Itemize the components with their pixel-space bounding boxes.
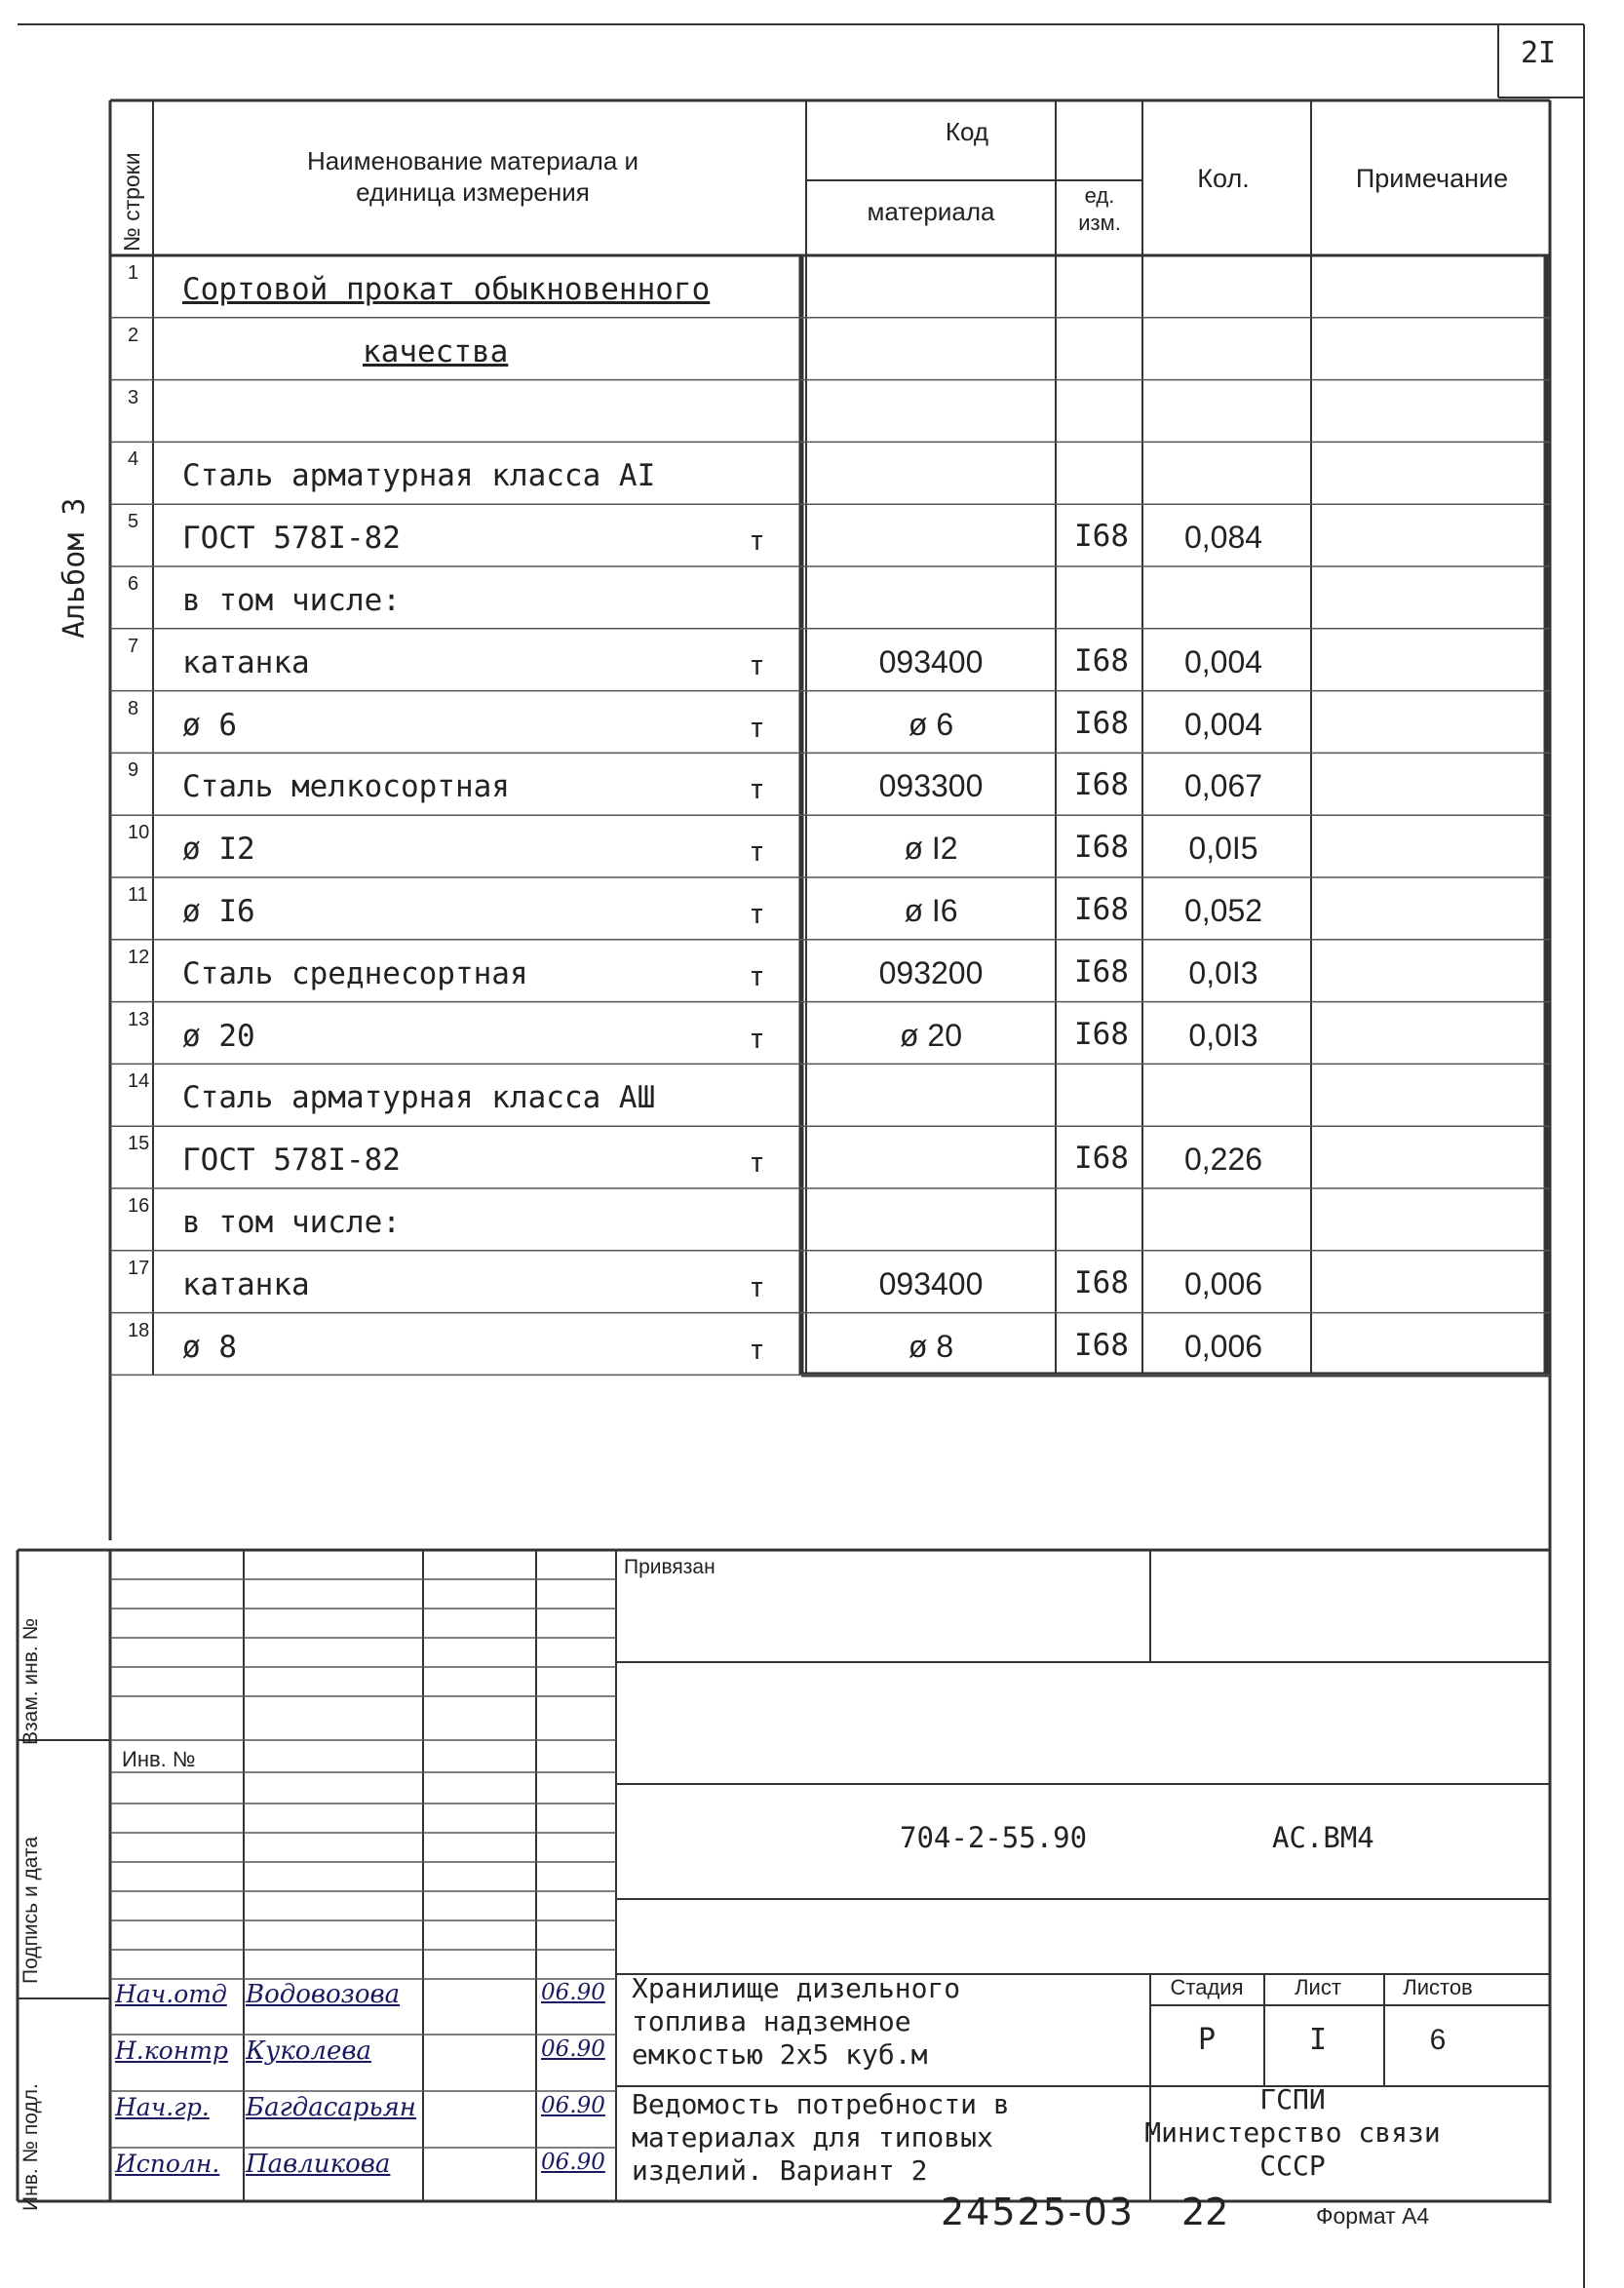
row-number: 3 <box>128 386 139 408</box>
row-name: Сталь мелкосортная <box>182 769 510 805</box>
row-name: ø I6 <box>182 894 255 929</box>
row-number: 7 <box>128 635 139 657</box>
row-name: Сталь арматурная класса АI <box>182 458 656 494</box>
row-name: ø 20 <box>182 1018 255 1054</box>
row-quantity: 0,052 <box>1183 893 1263 928</box>
signature-role: Нач.отд <box>115 1980 227 2008</box>
row-name: Сталь арматурная класса АШ <box>182 1080 656 1116</box>
row-unit-code: I68 <box>1074 1264 1129 1300</box>
header-qty: Кол. <box>1197 164 1250 193</box>
row-number: 18 <box>128 1319 150 1341</box>
row-material-code: ø I2 <box>904 831 958 867</box>
row-unit-code: I68 <box>1074 1327 1129 1363</box>
row-material-code: 093400 <box>878 643 984 679</box>
signature-date: 06.90 <box>541 2150 605 2175</box>
row-number: 10 <box>128 822 150 844</box>
inv-no-label: Инв. № <box>122 1747 196 1771</box>
row-quantity: 0,0I3 <box>1188 954 1258 990</box>
row-number: 5 <box>128 511 139 533</box>
signature-name: Водовозова <box>246 1980 401 2009</box>
row-number: 15 <box>128 1133 150 1155</box>
row-name: ГОСТ 578I-82 <box>182 521 401 557</box>
row-unit-code: I68 <box>1074 519 1129 555</box>
signature-name: Багдасарьян <box>246 2093 416 2122</box>
sheet-label: Лист <box>1295 1975 1341 1999</box>
row-number: 16 <box>128 1195 150 1217</box>
row-number: 9 <box>128 759 139 782</box>
row-unit-code: I68 <box>1074 767 1129 803</box>
org-line2: Министерство связи <box>1144 2116 1441 2149</box>
org-line3: СССР <box>1259 2150 1326 2182</box>
album-label: Альбом 3 <box>58 497 92 639</box>
row-unit-letter: т <box>749 648 765 681</box>
doc-line1: Ведомость потребности в <box>632 2088 1010 2120</box>
row-name: Сортовой прокат обыкновенного <box>182 272 711 307</box>
row-unit-letter: т <box>749 1146 765 1180</box>
row-material-code: ø 6 <box>908 706 954 742</box>
header-row-no: № строки <box>119 152 144 252</box>
row-number: 1 <box>128 262 139 284</box>
row-unit-letter: т <box>749 1022 765 1055</box>
header-unit-line1: ед. <box>1084 183 1115 208</box>
row-quantity: 0,067 <box>1183 768 1263 804</box>
row-name: ГОСТ 578I-82 <box>182 1143 401 1179</box>
row-unit-code: I68 <box>1074 1016 1129 1052</box>
side-label-inv-podl: Инв. № подл. <box>19 2083 42 2211</box>
signature-date: 06.90 <box>541 2036 605 2062</box>
row-name: в том числе: <box>182 583 401 618</box>
row-quantity: 0,006 <box>1183 1328 1263 1364</box>
side-label-vzam-inv: Взам. инв. № <box>19 1617 42 1745</box>
row-number: 4 <box>128 448 139 471</box>
page-number: 2I <box>1521 36 1557 70</box>
row-unit-letter: т <box>749 959 765 992</box>
designation-code: 704-2-55.90 <box>900 1821 1088 1854</box>
designation-suffix: АС.ВМ4 <box>1272 1821 1374 1854</box>
row-quantity: 0,0I3 <box>1188 1017 1258 1053</box>
object-line3: емкостью 2х5 куб.м <box>632 2038 928 2071</box>
stage-label: Стадия <box>1170 1975 1244 1999</box>
row-number: 6 <box>128 573 139 595</box>
row-unit-code: I68 <box>1074 953 1129 989</box>
object-line2: топлива надземное <box>632 2005 911 2037</box>
signature-date: 06.90 <box>541 2093 605 2118</box>
row-material-code: ø 20 <box>899 1017 963 1053</box>
row-name: ø 6 <box>182 707 237 743</box>
header-material: материала <box>867 197 995 226</box>
doc-line3: изделий. Вариант 2 <box>632 2154 928 2187</box>
row-quantity: 0,084 <box>1183 520 1263 556</box>
row-name: катанка <box>182 644 310 680</box>
signature-role: Нач.гр. <box>115 2093 210 2121</box>
row-name: качества <box>363 333 509 369</box>
row-number: 13 <box>128 1008 150 1030</box>
row-unit-code: I68 <box>1074 892 1129 927</box>
doc-line2: материалах для типовых <box>632 2121 993 2153</box>
header-note: Примечание <box>1355 164 1509 193</box>
header-unit-line2: изм. <box>1078 211 1121 235</box>
row-unit-code: I68 <box>1074 705 1129 741</box>
row-unit-letter: т <box>749 898 765 930</box>
row-material-code: 093400 <box>878 1265 984 1301</box>
signature-role: Н.контр <box>115 2036 228 2065</box>
signature-date: 06.90 <box>541 1980 605 2005</box>
row-material-code: 093200 <box>878 954 984 990</box>
signature-role: Исполн. <box>115 2150 220 2178</box>
row-name: катанка <box>182 1266 310 1302</box>
org-line1: ГСПИ <box>1259 2083 1326 2115</box>
stage-value: Р <box>1197 2023 1217 2057</box>
row-material-code: ø I6 <box>904 893 958 928</box>
sheets-label: Листов <box>1403 1975 1473 1999</box>
row-unit-code: I68 <box>1074 1141 1129 1177</box>
side-label-podpis-data: Подпись и дата <box>19 1836 42 1984</box>
footer-format: Формат А4 <box>1316 2203 1430 2229</box>
row-unit-letter: т <box>749 711 765 744</box>
row-quantity: 0,004 <box>1183 643 1263 679</box>
footer-num: 22 <box>1181 2191 1229 2233</box>
row-number: 12 <box>128 946 150 968</box>
row-quantity: 0,006 <box>1183 1265 1263 1301</box>
header-code: Код <box>945 117 989 146</box>
row-unit-code: I68 <box>1074 642 1129 679</box>
row-quantity: 0,0I5 <box>1188 831 1258 867</box>
row-name: в том числе: <box>182 1205 401 1240</box>
row-unit-letter: т <box>749 524 765 558</box>
signature-name: Куколева <box>246 2036 371 2066</box>
row-quantity: 0,004 <box>1183 706 1263 742</box>
sheets-value: 6 <box>1429 2024 1447 2056</box>
row-number: 11 <box>128 884 148 906</box>
row-unit-code: I68 <box>1074 830 1129 866</box>
row-number: 17 <box>128 1257 150 1279</box>
row-name: ø 8 <box>182 1329 237 1365</box>
row-unit-letter: т <box>749 835 765 869</box>
row-unit-letter: т <box>749 1333 765 1366</box>
signature-name: Павликова <box>246 2150 391 2179</box>
header-name-line2: единица измерения <box>356 177 590 207</box>
sheet-value: I <box>1308 2023 1328 2057</box>
row-quantity: 0,226 <box>1183 1142 1263 1178</box>
object-line1: Хранилище дизельного <box>632 1972 961 2004</box>
row-number: 2 <box>128 324 139 346</box>
row-name: ø I2 <box>182 832 255 868</box>
header-name-line1: Наименование материала и <box>306 146 639 175</box>
row-unit-letter: т <box>749 1270 765 1303</box>
privyazan-label: Привязан <box>624 1556 715 1578</box>
row-number: 8 <box>128 697 139 719</box>
row-material-code: 093300 <box>878 768 984 804</box>
row-number: 14 <box>128 1070 150 1093</box>
row-unit-letter: т <box>749 773 765 806</box>
row-name: Сталь среднесортная <box>182 955 528 991</box>
row-material-code: ø 8 <box>908 1328 954 1364</box>
footer-stamp: 24525-03 <box>941 2191 1135 2233</box>
